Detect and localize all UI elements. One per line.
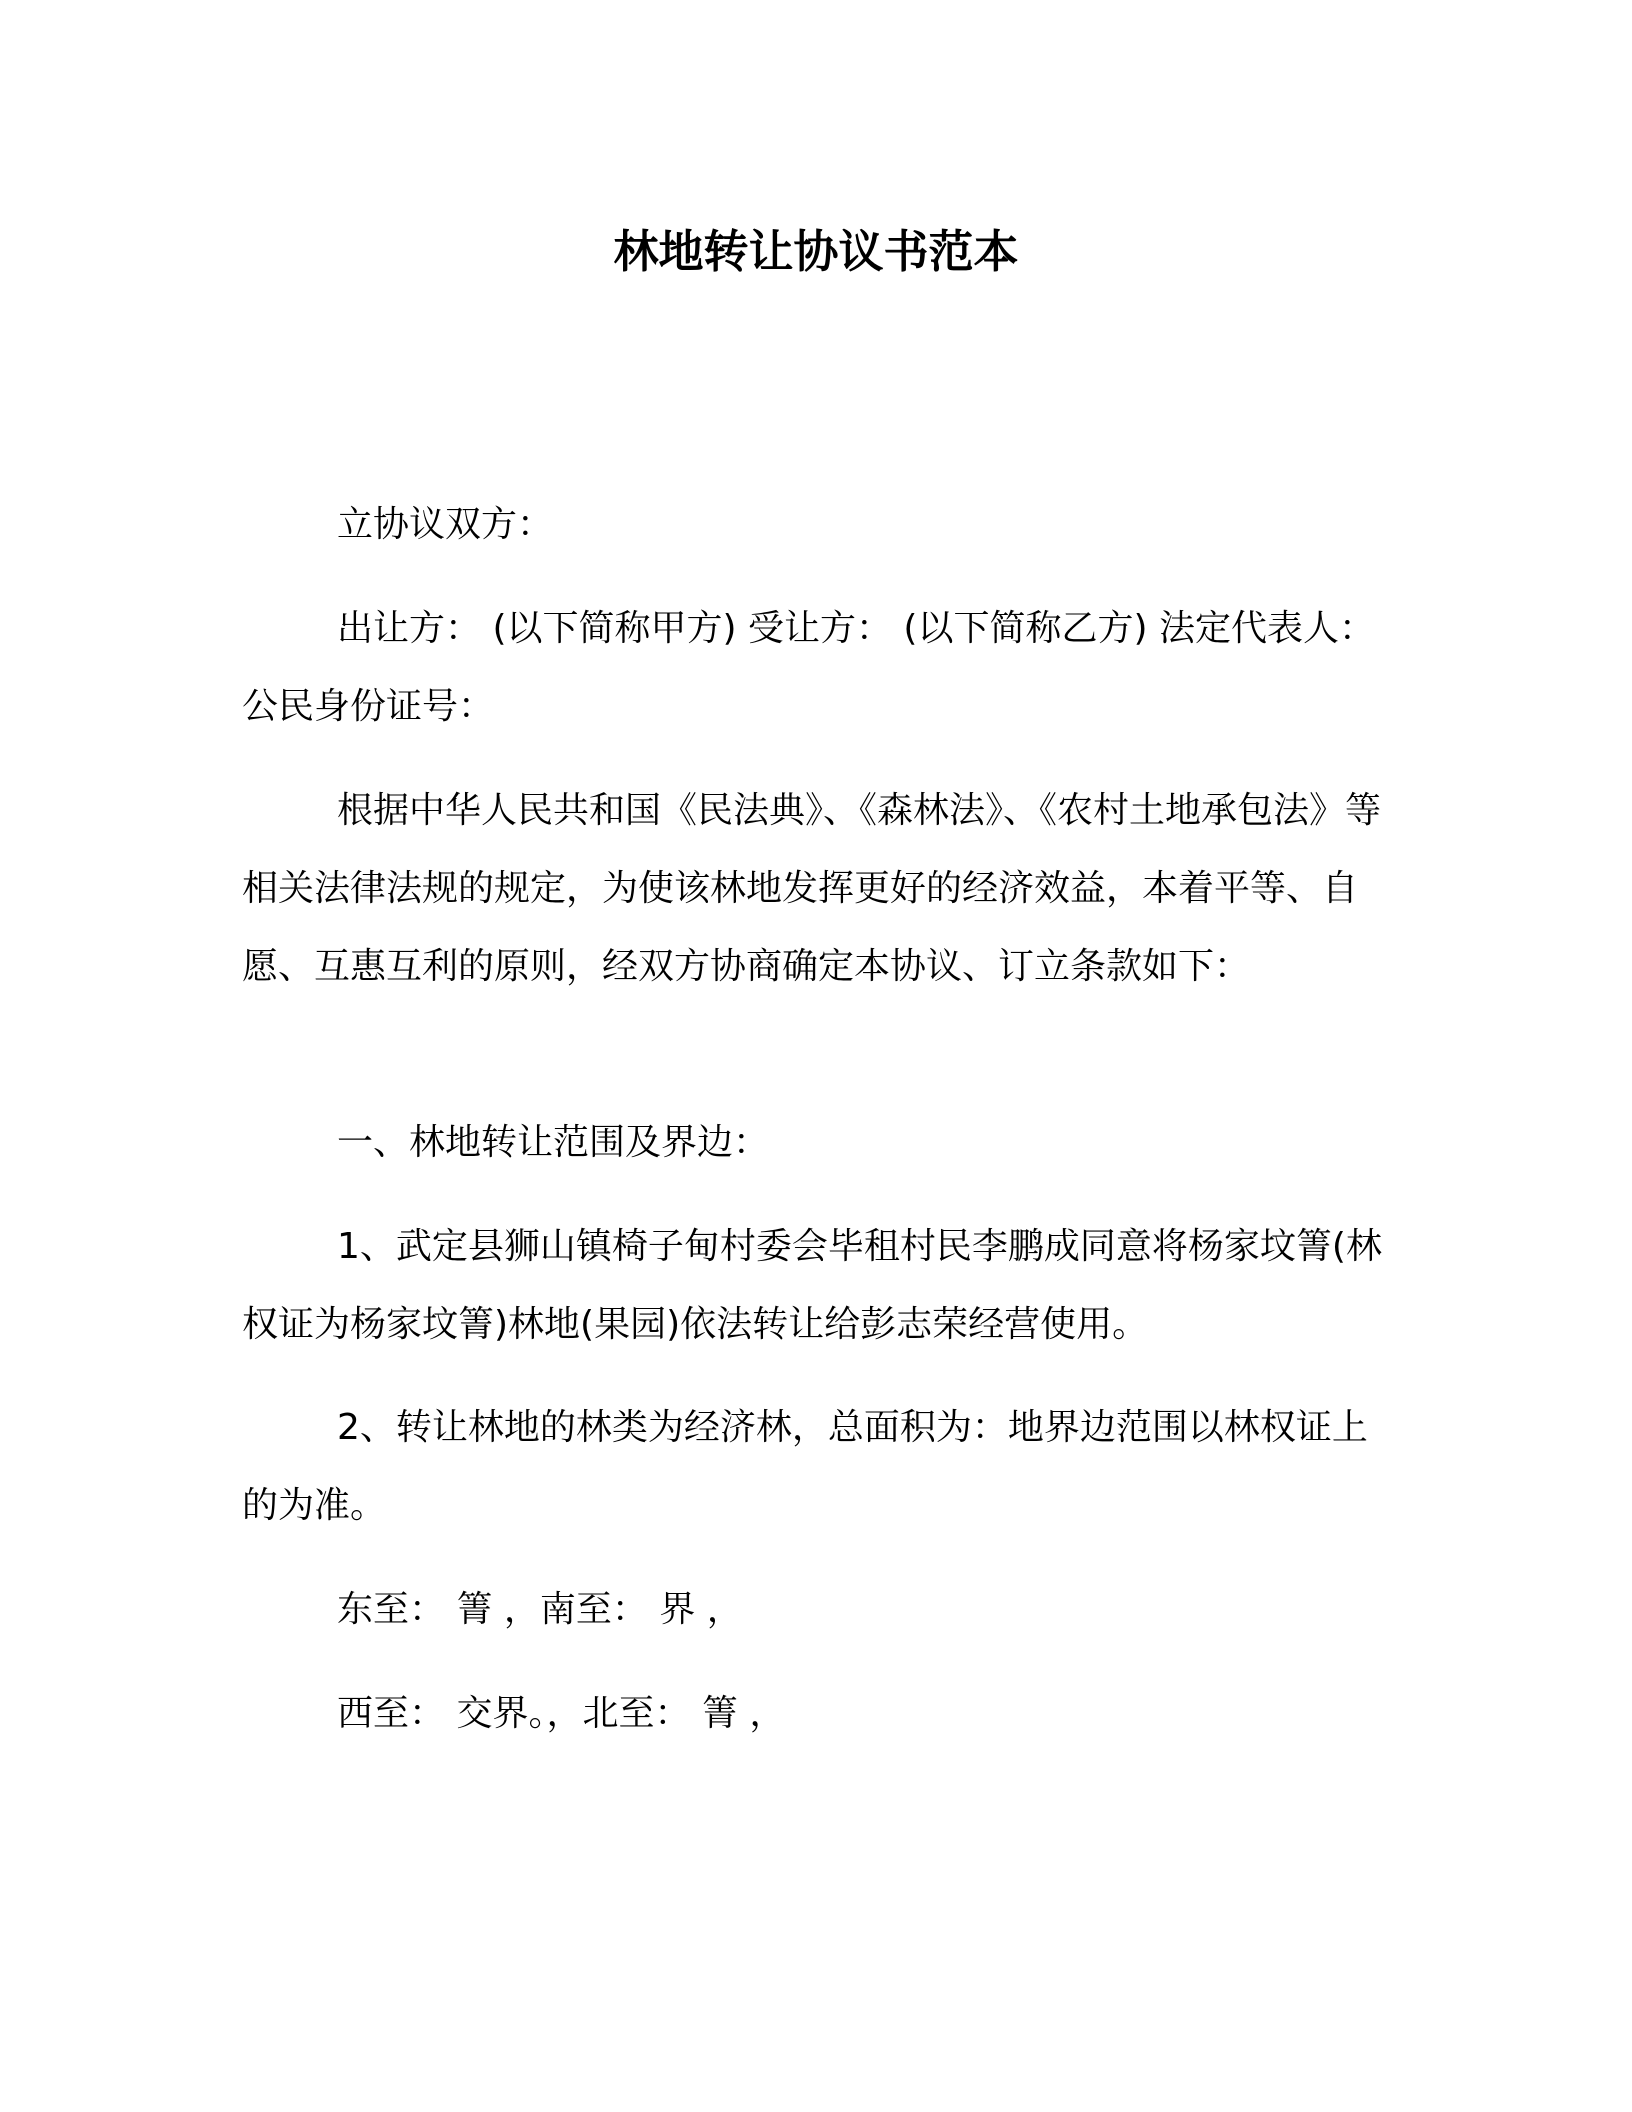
boundary-west-north: 西至： 交界。，北至： 箐 ， <box>337 1693 786 1734</box>
clause-2-paragraph: 2、转让林地的林类为经济林，总面积为：地界边范围以林权证上的为准。 <box>242 1407 1368 1526</box>
document-title: 林地转让协议书范本 <box>613 225 1019 278</box>
boundary-east-south: 东至： 箐 ，南至： 界 ， <box>337 1589 743 1630</box>
clause-1-paragraph: 1、武定县狮山镇椅子甸村委会毕租村民李鹏成同意将杨家坟箐(林权证为杨家坟箐)林地(果园)依法转让给彭志荣经营使用。 <box>242 1226 1382 1345</box>
legal-basis-paragraph: 根据中华人民共和国《民法典》、《森林法》、《农村土地承包法》等相关法律法规的规定，为使该林地发挥更好的经济效益，本着平等、自愿、互惠互利的原则，经双方协商确定本协议、订立条款如下： <box>242 790 1382 987</box>
parties-heading: 立协议双方： <box>337 504 554 545</box>
section-heading-scope: 一、林地转让范围及界边： <box>337 1122 770 1163</box>
parties-paragraph: 出让方： (以下简称甲方) 受让方： (以下简称乙方) 法定代表人：公民身份证号： <box>242 608 1375 727</box>
